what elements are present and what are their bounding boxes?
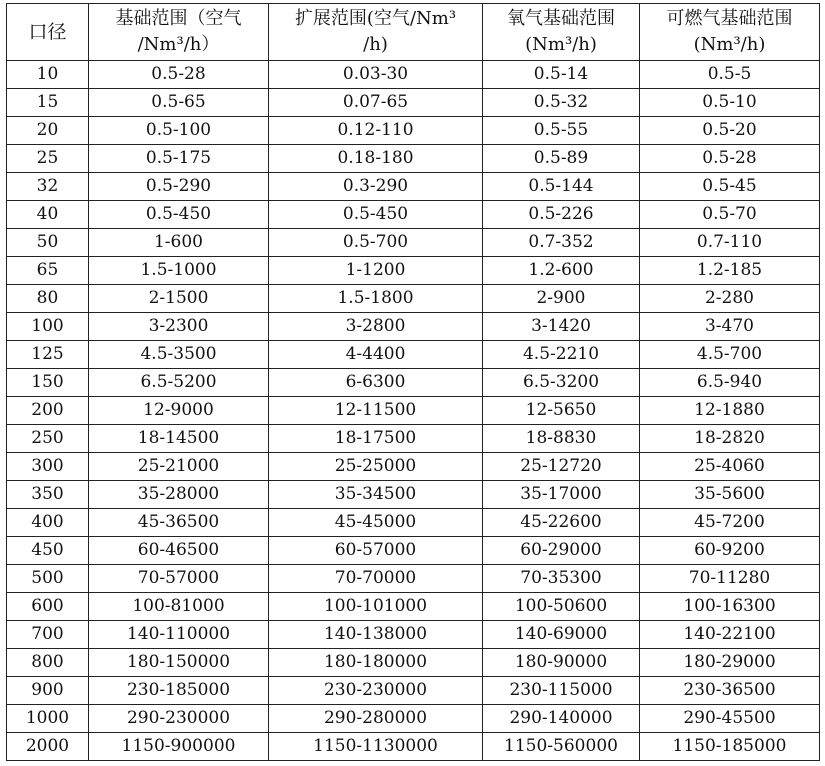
oxygen-range-cell: 0.5-55 bbox=[483, 117, 640, 145]
basic-range-air-cell: 0.5-28 bbox=[89, 61, 269, 89]
oxygen-range-cell: 18-8830 bbox=[483, 425, 640, 453]
extended-range-air-cell: 0.03-30 bbox=[269, 61, 483, 89]
table-row bbox=[7, 705, 820, 733]
caliber-cell: 300 bbox=[7, 453, 89, 481]
basic-range-air-cell: 4.5-3500 bbox=[89, 341, 269, 369]
table-row bbox=[7, 397, 820, 425]
oxygen-range-cell: 0.5-14 bbox=[483, 61, 640, 89]
extended-range-air-cell: 230-230000 bbox=[269, 677, 483, 705]
basic-range-air-cell: 0.5-100 bbox=[89, 117, 269, 145]
caliber-cell: 450 bbox=[7, 537, 89, 565]
caliber-cell: 65 bbox=[7, 257, 89, 285]
combustible-gas-range-cell: 0.5-45 bbox=[640, 173, 820, 201]
extended-range-air-cell: 290-280000 bbox=[269, 705, 483, 733]
caliber-cell: 125 bbox=[7, 341, 89, 369]
extended-range-air-cell: 4-4400 bbox=[269, 341, 483, 369]
oxygen-range-cell: 100-50600 bbox=[483, 593, 640, 621]
basic-range-air-cell: 70-57000 bbox=[89, 565, 269, 593]
caliber-cell: 400 bbox=[7, 509, 89, 537]
caliber-cell: 250 bbox=[7, 425, 89, 453]
extended-range-air-cell: 180-180000 bbox=[269, 649, 483, 677]
table-row bbox=[7, 593, 820, 621]
header-extended-range-air bbox=[269, 4, 483, 61]
header-oxygen-range bbox=[483, 4, 640, 61]
header-line-1: 可燃气基础范围 bbox=[666, 8, 793, 29]
basic-range-air-cell: 25-21000 bbox=[89, 453, 269, 481]
flow-range-table bbox=[6, 3, 820, 761]
table-row bbox=[7, 733, 820, 761]
caliber-cell: 800 bbox=[7, 649, 89, 677]
extended-range-air-cell: 0.07-65 bbox=[269, 89, 483, 117]
extended-range-air-cell: 100-101000 bbox=[269, 593, 483, 621]
basic-range-air-cell: 1.5-1000 bbox=[89, 257, 269, 285]
oxygen-range-cell: 25-12720 bbox=[483, 453, 640, 481]
oxygen-range-cell: 0.5-144 bbox=[483, 173, 640, 201]
oxygen-range-cell: 0.5-32 bbox=[483, 89, 640, 117]
extended-range-air-cell: 140-138000 bbox=[269, 621, 483, 649]
header-line-1: 基础范围（空气 bbox=[115, 8, 242, 29]
table-row bbox=[7, 621, 820, 649]
combustible-gas-range-cell: 290-45500 bbox=[640, 705, 820, 733]
basic-range-air-cell: 18-14500 bbox=[89, 425, 269, 453]
combustible-gas-range-cell: 100-16300 bbox=[640, 593, 820, 621]
combustible-gas-range-cell: 0.5-28 bbox=[640, 145, 820, 173]
table-row bbox=[7, 61, 820, 89]
basic-range-air-cell: 1-600 bbox=[89, 229, 269, 257]
table-body bbox=[7, 61, 820, 761]
basic-range-air-cell: 60-46500 bbox=[89, 537, 269, 565]
combustible-gas-range-cell: 6.5-940 bbox=[640, 369, 820, 397]
oxygen-range-cell: 0.5-226 bbox=[483, 201, 640, 229]
combustible-gas-range-cell: 0.7-110 bbox=[640, 229, 820, 257]
header-line-2: /Nm³/h） bbox=[137, 34, 220, 55]
table-row bbox=[7, 173, 820, 201]
table-row bbox=[7, 117, 820, 145]
table-row bbox=[7, 649, 820, 677]
header-line-1: 氧气基础范围 bbox=[507, 8, 615, 29]
header-caliber-text: 口径 bbox=[28, 21, 67, 43]
extended-range-air-cell: 35-34500 bbox=[269, 481, 483, 509]
header-row bbox=[7, 4, 820, 61]
oxygen-range-cell: 290-140000 bbox=[483, 705, 640, 733]
combustible-gas-range-cell: 4.5-700 bbox=[640, 341, 820, 369]
caliber-cell: 600 bbox=[7, 593, 89, 621]
caliber-cell: 40 bbox=[7, 201, 89, 229]
table-row bbox=[7, 313, 820, 341]
table-row bbox=[7, 537, 820, 565]
table-row bbox=[7, 509, 820, 537]
basic-range-air-cell: 45-36500 bbox=[89, 509, 269, 537]
table-row bbox=[7, 481, 820, 509]
combustible-gas-range-cell: 1.2-185 bbox=[640, 257, 820, 285]
caliber-cell: 200 bbox=[7, 397, 89, 425]
combustible-gas-range-cell: 1150-185000 bbox=[640, 733, 820, 761]
oxygen-range-cell: 1.2-600 bbox=[483, 257, 640, 285]
oxygen-range-cell: 230-115000 bbox=[483, 677, 640, 705]
extended-range-air-cell: 0.12-110 bbox=[269, 117, 483, 145]
oxygen-range-cell: 180-90000 bbox=[483, 649, 640, 677]
caliber-cell: 20 bbox=[7, 117, 89, 145]
combustible-gas-range-cell: 45-7200 bbox=[640, 509, 820, 537]
combustible-gas-range-cell: 0.5-5 bbox=[640, 61, 820, 89]
extended-range-air-cell: 0.18-180 bbox=[269, 145, 483, 173]
caliber-cell: 1000 bbox=[7, 705, 89, 733]
table-row bbox=[7, 425, 820, 453]
table-row bbox=[7, 369, 820, 397]
basic-range-air-cell: 290-230000 bbox=[89, 705, 269, 733]
caliber-cell: 80 bbox=[7, 285, 89, 313]
caliber-cell: 500 bbox=[7, 565, 89, 593]
table-row bbox=[7, 565, 820, 593]
table-row bbox=[7, 89, 820, 117]
table-row bbox=[7, 677, 820, 705]
combustible-gas-range-cell: 0.5-10 bbox=[640, 89, 820, 117]
extended-range-air-cell: 6-6300 bbox=[269, 369, 483, 397]
header-basic-range-air bbox=[89, 4, 269, 61]
table-row bbox=[7, 285, 820, 313]
caliber-cell: 15 bbox=[7, 89, 89, 117]
oxygen-range-cell: 0.5-89 bbox=[483, 145, 640, 173]
combustible-gas-range-cell: 18-2820 bbox=[640, 425, 820, 453]
extended-range-air-cell: 60-57000 bbox=[269, 537, 483, 565]
basic-range-air-cell: 3-2300 bbox=[89, 313, 269, 341]
caliber-cell: 900 bbox=[7, 677, 89, 705]
combustible-gas-range-cell: 60-9200 bbox=[640, 537, 820, 565]
basic-range-air-cell: 12-9000 bbox=[89, 397, 269, 425]
oxygen-range-cell: 45-22600 bbox=[483, 509, 640, 537]
oxygen-range-cell: 6.5-3200 bbox=[483, 369, 640, 397]
extended-range-air-cell: 12-11500 bbox=[269, 397, 483, 425]
document-page bbox=[6, 3, 820, 761]
extended-range-air-cell: 45-45000 bbox=[269, 509, 483, 537]
header-combustible-gas-range bbox=[640, 4, 820, 61]
combustible-gas-range-cell: 12-1880 bbox=[640, 397, 820, 425]
header-caliber bbox=[7, 4, 89, 61]
oxygen-range-cell: 140-69000 bbox=[483, 621, 640, 649]
table-row bbox=[7, 453, 820, 481]
oxygen-range-cell: 60-29000 bbox=[483, 537, 640, 565]
basic-range-air-cell: 6.5-5200 bbox=[89, 369, 269, 397]
combustible-gas-range-cell: 3-470 bbox=[640, 313, 820, 341]
basic-range-air-cell: 180-150000 bbox=[89, 649, 269, 677]
table-row bbox=[7, 229, 820, 257]
extended-range-air-cell: 1.5-1800 bbox=[269, 285, 483, 313]
basic-range-air-cell: 0.5-65 bbox=[89, 89, 269, 117]
caliber-cell: 150 bbox=[7, 369, 89, 397]
basic-range-air-cell: 2-1500 bbox=[89, 285, 269, 313]
oxygen-range-cell: 12-5650 bbox=[483, 397, 640, 425]
caliber-cell: 700 bbox=[7, 621, 89, 649]
extended-range-air-cell: 70-70000 bbox=[269, 565, 483, 593]
extended-range-air-cell: 0.3-290 bbox=[269, 173, 483, 201]
header-line-2: (Nm³/h) bbox=[693, 34, 766, 55]
table-header bbox=[7, 4, 820, 61]
combustible-gas-range-cell: 180-29000 bbox=[640, 649, 820, 677]
extended-range-air-cell: 18-17500 bbox=[269, 425, 483, 453]
header-line-1: 扩展范围(空气/Nm³ bbox=[294, 8, 457, 29]
table-row bbox=[7, 257, 820, 285]
oxygen-range-cell: 0.7-352 bbox=[483, 229, 640, 257]
table-row bbox=[7, 341, 820, 369]
extended-range-air-cell: 25-25000 bbox=[269, 453, 483, 481]
basic-range-air-cell: 140-110000 bbox=[89, 621, 269, 649]
basic-range-air-cell: 0.5-290 bbox=[89, 173, 269, 201]
combustible-gas-range-cell: 25-4060 bbox=[640, 453, 820, 481]
table-row bbox=[7, 201, 820, 229]
oxygen-range-cell: 2-900 bbox=[483, 285, 640, 313]
combustible-gas-range-cell: 0.5-70 bbox=[640, 201, 820, 229]
caliber-cell: 10 bbox=[7, 61, 89, 89]
caliber-cell: 350 bbox=[7, 481, 89, 509]
caliber-cell: 100 bbox=[7, 313, 89, 341]
header-line-2: (Nm³/h) bbox=[525, 34, 597, 55]
combustible-gas-range-cell: 140-22100 bbox=[640, 621, 820, 649]
oxygen-range-cell: 1150-560000 bbox=[483, 733, 640, 761]
basic-range-air-cell: 230-185000 bbox=[89, 677, 269, 705]
basic-range-air-cell: 0.5-175 bbox=[89, 145, 269, 173]
oxygen-range-cell: 4.5-2210 bbox=[483, 341, 640, 369]
oxygen-range-cell: 3-1420 bbox=[483, 313, 640, 341]
caliber-cell: 25 bbox=[7, 145, 89, 173]
extended-range-air-cell: 3-2800 bbox=[269, 313, 483, 341]
oxygen-range-cell: 70-35300 bbox=[483, 565, 640, 593]
table-row bbox=[7, 145, 820, 173]
extended-range-air-cell: 0.5-700 bbox=[269, 229, 483, 257]
oxygen-range-cell: 35-17000 bbox=[483, 481, 640, 509]
basic-range-air-cell: 0.5-450 bbox=[89, 201, 269, 229]
combustible-gas-range-cell: 230-36500 bbox=[640, 677, 820, 705]
extended-range-air-cell: 1-1200 bbox=[269, 257, 483, 285]
extended-range-air-cell: 1150-1130000 bbox=[269, 733, 483, 761]
combustible-gas-range-cell: 35-5600 bbox=[640, 481, 820, 509]
extended-range-air-cell: 0.5-450 bbox=[269, 201, 483, 229]
header-line-2: /h) bbox=[363, 34, 388, 55]
basic-range-air-cell: 35-28000 bbox=[89, 481, 269, 509]
combustible-gas-range-cell: 0.5-20 bbox=[640, 117, 820, 145]
caliber-cell: 2000 bbox=[7, 733, 89, 761]
combustible-gas-range-cell: 2-280 bbox=[640, 285, 820, 313]
caliber-cell: 32 bbox=[7, 173, 89, 201]
combustible-gas-range-cell: 70-11280 bbox=[640, 565, 820, 593]
basic-range-air-cell: 1150-900000 bbox=[89, 733, 269, 761]
basic-range-air-cell: 100-81000 bbox=[89, 593, 269, 621]
caliber-cell: 50 bbox=[7, 229, 89, 257]
